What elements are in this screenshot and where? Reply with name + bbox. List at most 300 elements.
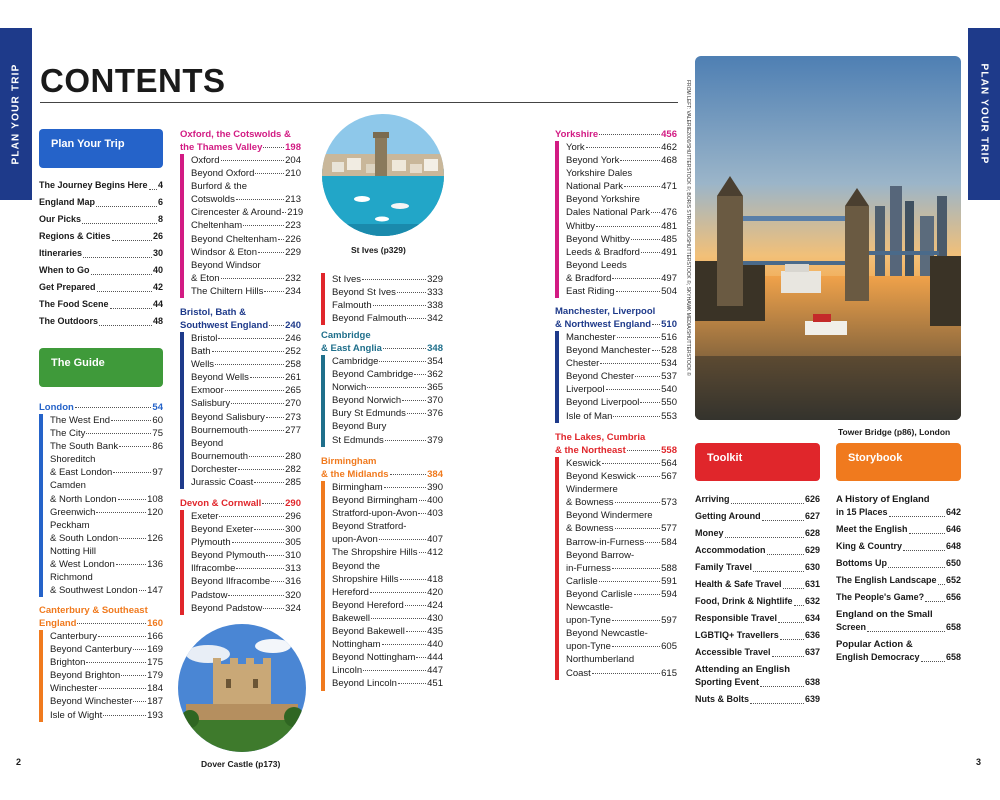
toc-entry[interactable] — [50, 656, 163, 669]
toc-entry[interactable] — [695, 574, 820, 591]
entry-title: Beyond Keswick — [566, 471, 636, 483]
toc-entry[interactable] — [332, 312, 443, 325]
toc-entry[interactable] — [191, 285, 301, 298]
toc-entry[interactable] — [332, 273, 443, 286]
toc-entry[interactable] — [180, 497, 301, 510]
entry-label-line: Shoreditch — [50, 454, 96, 466]
toc-entry[interactable] — [695, 506, 820, 523]
dot-leader — [406, 631, 426, 632]
dot-leader — [236, 568, 284, 569]
entry-title: Manchester — [566, 332, 616, 343]
toc-entry[interactable] — [191, 424, 301, 437]
dot-leader — [634, 594, 661, 595]
entry-page-number: 44 — [152, 298, 163, 309]
dot-leader — [119, 538, 146, 539]
toc-entry[interactable] — [191, 193, 301, 206]
toc-entry[interactable] — [566, 220, 677, 233]
entry-title: Ilfracombe — [191, 563, 236, 575]
dot-leader — [612, 568, 660, 569]
entry-title: Wells — [191, 359, 215, 371]
entry-title: Beyond Ilfracombe — [191, 576, 271, 588]
toc-entry[interactable] — [50, 532, 163, 545]
photo-credit-text: FROM LEFT: VALERIE2000/SHUTTERSTOCK ©; BORIS STROUJKO/SHUTTERSTOCK ©; SKYHAWK MEDIA/SHUTTERSTOCK © — [685, 80, 691, 376]
entry-title: Cambridge — [332, 356, 379, 367]
toc-entry[interactable] — [695, 676, 820, 689]
toc-entry[interactable] — [50, 466, 163, 479]
toc-entry[interactable] — [191, 602, 301, 615]
entry-title: Shropshire Hills — [332, 573, 399, 585]
entry-label-line: Notting Hill — [50, 545, 96, 557]
toc-entry[interactable] — [39, 617, 163, 630]
entry-title: Canterbury — [50, 631, 97, 642]
toc-entry[interactable] — [191, 536, 301, 549]
entry-title: the Thames Valley — [180, 142, 263, 153]
dot-leader — [254, 482, 284, 483]
dot-leader — [99, 688, 147, 689]
dot-leader — [641, 252, 660, 253]
toc-entry[interactable] — [50, 643, 163, 656]
toc-entry[interactable] — [566, 396, 677, 409]
toc-entry[interactable] — [191, 476, 301, 489]
toc-entry[interactable] — [566, 344, 677, 357]
toc-entry[interactable] — [836, 519, 961, 536]
toc-entry[interactable] — [332, 651, 443, 664]
dot-leader — [212, 351, 285, 352]
dot-leader — [384, 487, 426, 488]
toc-entry[interactable] — [332, 612, 443, 625]
entry-page-number: 166 — [147, 631, 163, 642]
entry-title: Arriving — [695, 493, 730, 504]
toc-entry[interactable] — [566, 614, 677, 627]
toc-entry[interactable] — [321, 468, 443, 481]
entry-page-number: 198 — [285, 142, 301, 153]
region-heading[interactable] — [555, 431, 677, 457]
entry-page-number: 400 — [427, 495, 443, 507]
dot-leader — [238, 469, 284, 470]
entry-page-number: 187 — [147, 696, 163, 708]
toc-entry[interactable] — [191, 358, 301, 371]
toc-entry[interactable] — [332, 664, 443, 677]
entry-page-number: 481 — [661, 220, 677, 232]
entry-page-number: 232 — [285, 272, 301, 284]
dot-leader — [232, 542, 285, 543]
entry-title: Beyond Cambridge — [332, 369, 414, 381]
toc-entry[interactable] — [332, 299, 443, 312]
toc-entry[interactable] — [836, 536, 961, 553]
entry-title: Salisbury — [191, 398, 231, 410]
entry-page-number: 605 — [661, 641, 677, 653]
toc-entry[interactable] — [566, 410, 677, 423]
st-ives-section — [321, 273, 443, 325]
dot-leader — [149, 189, 157, 190]
region-heading[interactable] — [39, 401, 163, 414]
toc-entry[interactable] — [332, 481, 443, 494]
toc-entry[interactable] — [180, 319, 301, 332]
entry-label-line: Northumberland — [566, 654, 635, 666]
entry-page-number: 184 — [147, 683, 163, 695]
toc-entry[interactable] — [191, 154, 301, 167]
toc-entry[interactable] — [332, 355, 443, 368]
entry-page-number: 626 — [804, 493, 820, 504]
toc-entry[interactable] — [555, 444, 677, 457]
toc-entry[interactable] — [566, 154, 677, 167]
toc-entry[interactable] — [39, 294, 163, 311]
toc-entry[interactable] — [50, 682, 163, 695]
toc-entry[interactable] — [566, 640, 677, 653]
entry-page-number: 219 — [287, 207, 304, 219]
toc-entry[interactable] — [39, 175, 163, 192]
entry-title: Bottoms Up — [836, 558, 887, 568]
toc-entry[interactable] — [332, 599, 443, 612]
entry-title: upon-Tyne — [566, 615, 611, 627]
entry-page-number: 300 — [285, 524, 301, 536]
dot-leader — [725, 537, 804, 538]
title-divider — [40, 102, 678, 103]
entry-title: Beyond Chester — [566, 371, 635, 383]
entry-page-number: 42 — [152, 281, 163, 292]
toc-entry[interactable] — [566, 470, 677, 483]
toc-entry[interactable] — [566, 588, 677, 601]
region-heading[interactable] — [180, 306, 301, 332]
toc-entry[interactable] — [695, 540, 820, 557]
entry-label-line: A History of England — [836, 494, 930, 505]
toc-entry[interactable] — [50, 558, 163, 571]
region-heading[interactable] — [555, 305, 677, 331]
region-heading[interactable] — [180, 497, 301, 510]
entry-title: & South London — [50, 532, 119, 544]
toc-entry[interactable] — [191, 272, 301, 285]
toc-entry[interactable] — [566, 272, 677, 285]
entry-page-number: 642 — [945, 507, 961, 517]
entry-title: Meet the English — [836, 524, 908, 534]
yorkshire-section — [555, 128, 677, 298]
side-tab-right — [968, 28, 1000, 200]
entry-title: Nuts & Bolts — [695, 694, 749, 704]
entry-title: Accommodation — [695, 544, 766, 555]
page-title: CONTENTS — [40, 62, 226, 99]
entry-page-number: 193 — [147, 709, 163, 721]
dot-leader — [221, 160, 285, 161]
dot-leader — [612, 620, 660, 621]
entry-title: Hereford — [332, 586, 369, 598]
toc-entry[interactable] — [191, 589, 301, 602]
entry-title: & the Northeast — [555, 445, 626, 456]
toc-entry[interactable] — [566, 496, 677, 509]
toc-entry[interactable] — [332, 434, 443, 447]
dot-leader — [762, 520, 804, 521]
entry-title: Bournemouth — [191, 424, 249, 436]
toc-entry[interactable] — [836, 621, 961, 634]
dot-leader — [99, 325, 152, 326]
dot-leader — [402, 400, 426, 401]
entry-label-line: Yorkshire Dales — [566, 168, 633, 180]
toc-entry[interactable] — [191, 397, 301, 410]
toc-entry[interactable] — [191, 246, 301, 259]
toc-entry[interactable] — [50, 630, 163, 643]
entry-title: Responsible Travel — [695, 612, 778, 623]
entry-title: The English Landscape — [836, 575, 937, 585]
dot-leader — [112, 240, 152, 241]
entry-title: in-Furness — [566, 562, 611, 574]
toc-entry[interactable] — [566, 383, 677, 396]
entry-title: Bristol — [191, 333, 218, 344]
entry-page-number: 342 — [427, 313, 443, 325]
dot-leader — [250, 377, 284, 378]
entry-title: The West End — [50, 415, 111, 426]
entry-title: Regions & Cities — [39, 230, 111, 241]
entry-page-number: 497 — [661, 272, 677, 284]
entry-page-number: 553 — [661, 410, 677, 422]
toc-entry[interactable] — [695, 523, 820, 540]
toc-entry[interactable] — [191, 463, 301, 476]
dot-leader — [778, 622, 804, 623]
toc-entry[interactable] — [555, 128, 677, 141]
toc-entry[interactable] — [332, 586, 443, 599]
entry-title: & the Midlands — [321, 469, 389, 480]
entry-title: Falmouth — [332, 300, 372, 312]
toc-entry[interactable] — [191, 523, 301, 536]
dot-leader — [116, 564, 146, 565]
toc-entry[interactable] — [695, 608, 820, 625]
region-heading[interactable] — [39, 604, 163, 630]
entry-page-number: 537 — [661, 371, 677, 383]
toc-entry[interactable] — [50, 709, 163, 722]
toc-entry[interactable] — [39, 401, 163, 414]
toc-entry[interactable] — [191, 206, 304, 219]
entry-page-number: 213 — [285, 194, 301, 206]
toc-entry[interactable] — [191, 411, 301, 424]
toc-entry[interactable] — [50, 584, 163, 597]
entry-label-line: Beyond Stratford- — [332, 521, 407, 533]
toc-entry[interactable] — [332, 507, 443, 520]
entry-title: Food, Drink & Nightlife — [695, 595, 793, 606]
toc-entry[interactable] — [695, 689, 820, 706]
toc-entry[interactable] — [566, 357, 677, 370]
toc-entry[interactable] — [695, 557, 820, 574]
toc-entry[interactable] — [191, 219, 301, 232]
toc-entry[interactable] — [836, 587, 961, 604]
entry-title: Whitby — [566, 220, 596, 232]
entry-page-number: 440 — [427, 639, 443, 651]
toc-entry[interactable] — [566, 536, 677, 549]
entry-page-number: 444 — [427, 652, 443, 664]
dot-leader — [225, 390, 284, 391]
dot-leader — [602, 463, 660, 464]
dot-leader — [75, 407, 152, 408]
toc-entry[interactable] — [695, 591, 820, 608]
dot-leader — [133, 649, 146, 650]
dot-leader — [218, 338, 284, 339]
entry-page-number: 229 — [285, 246, 301, 258]
region-heading[interactable] — [180, 128, 301, 154]
toc-entry[interactable] — [39, 226, 163, 243]
dot-leader — [889, 516, 945, 517]
region-heading[interactable] — [321, 455, 443, 481]
entry-page-number: 60 — [152, 415, 163, 426]
toc-entry[interactable] — [39, 192, 163, 209]
toc-entry[interactable] — [50, 427, 163, 440]
toc-entry[interactable] — [566, 667, 677, 680]
entry-page-number: 333 — [427, 287, 443, 299]
dot-leader — [419, 500, 427, 501]
entry-page-number: 223 — [285, 220, 301, 232]
entry-page-number: 468 — [661, 155, 677, 167]
toc-entry[interactable] — [50, 414, 163, 427]
toc-entry[interactable] — [566, 246, 677, 259]
entry-label-line: Beyond the — [332, 560, 381, 572]
toc-entry[interactable] — [191, 167, 301, 180]
entry-page-number: 485 — [661, 233, 677, 245]
entry-page-number: 656 — [945, 592, 961, 602]
toc-entry[interactable] — [191, 384, 301, 397]
cambridge-section — [321, 329, 443, 447]
toc-entry[interactable] — [332, 368, 443, 381]
dot-leader — [236, 199, 284, 200]
subsection-list — [555, 141, 677, 298]
entry-title: Chester — [566, 358, 600, 370]
toc-entry[interactable] — [39, 209, 163, 226]
toc-entry[interactable] — [695, 489, 820, 506]
toc-entry[interactable] — [566, 141, 677, 154]
toc-entry[interactable] — [566, 233, 677, 246]
toc-entry[interactable] — [566, 562, 677, 575]
toc-entry[interactable] — [836, 553, 961, 570]
toc-entry[interactable] — [566, 457, 677, 470]
side-tab-left — [0, 28, 32, 200]
toc-entry[interactable] — [555, 318, 677, 331]
subsection-list — [555, 331, 677, 423]
entry-page-number: 456 — [661, 129, 677, 140]
toc-entry[interactable] — [566, 370, 677, 383]
toc-entry[interactable] — [695, 642, 820, 659]
entry-title: Health & Safe Travel — [695, 578, 782, 589]
toc-entry[interactable] — [836, 506, 961, 519]
toc-entry[interactable] — [332, 625, 443, 638]
entry-page-number: 285 — [285, 477, 301, 489]
tower-bridge-photo — [695, 56, 961, 420]
toc-entry[interactable] — [50, 669, 163, 682]
entry-label-line: Windermere — [566, 484, 618, 496]
entry-label-line: Peckham — [50, 519, 90, 531]
toc-entry[interactable] — [191, 450, 301, 463]
toc-entry[interactable] — [191, 345, 301, 358]
entry-page-number: 379 — [427, 434, 443, 446]
entry-label-line: Beyond Leeds — [566, 259, 627, 271]
dot-leader — [254, 529, 284, 530]
toc-entry[interactable] — [321, 342, 443, 355]
toc-entry[interactable] — [836, 570, 961, 587]
entry-title: The Chiltern Hills — [191, 285, 264, 297]
entry-page-number: 435 — [427, 626, 443, 638]
toc-entry[interactable] — [566, 331, 677, 344]
toc-entry[interactable] — [332, 546, 443, 559]
entry-title: Padstow — [191, 589, 228, 601]
dot-leader — [407, 413, 426, 414]
entry-page-number: 246 — [285, 333, 301, 344]
region-heading[interactable] — [321, 329, 443, 355]
toc-entry[interactable] — [50, 493, 163, 506]
entry-page-number: 348 — [427, 343, 443, 354]
toc-entry[interactable] — [191, 575, 301, 588]
toc-entry[interactable] — [332, 533, 443, 546]
toc-entry[interactable] — [332, 394, 443, 407]
toc-entry[interactable] — [50, 506, 163, 519]
entry-page-number: 169 — [147, 644, 163, 656]
toc-entry[interactable] — [50, 440, 163, 453]
entry-label-line: Beyond Yorkshire — [566, 194, 640, 206]
toc-entry[interactable] — [566, 285, 677, 298]
toc-entry[interactable] — [191, 332, 301, 345]
toc-entry[interactable] — [191, 371, 301, 384]
toc-entry[interactable] — [332, 381, 443, 394]
entry-page-number: 636 — [804, 629, 820, 640]
toc-entry[interactable] — [332, 286, 443, 299]
toc-entry[interactable] — [39, 243, 163, 260]
dot-leader — [586, 147, 660, 148]
entry-page-number: 638 — [804, 677, 820, 687]
dot-leader — [264, 291, 284, 292]
entry-label-line: Beyond Windsor — [191, 259, 261, 271]
entry-page-number: 615 — [661, 667, 677, 679]
entry-page-number: 588 — [661, 562, 677, 574]
dot-leader — [370, 592, 426, 593]
entry-title: Beyond Hereford — [332, 599, 404, 611]
toc-entry[interactable] — [191, 549, 301, 562]
toc-entry[interactable] — [836, 651, 961, 664]
dot-leader — [753, 571, 804, 572]
entry-title: Brighton — [50, 657, 86, 669]
dot-leader — [119, 446, 151, 447]
toc-entry[interactable] — [39, 311, 163, 328]
entry-title: Beyond St Ives — [332, 287, 396, 299]
entry-title: York — [566, 142, 585, 153]
toc-entry[interactable] — [191, 233, 301, 246]
toc-entry[interactable] — [332, 638, 443, 651]
toc-entry[interactable] — [332, 573, 443, 586]
toc-entry[interactable] — [191, 510, 301, 523]
entry-page-number: 412 — [427, 547, 443, 559]
entry-title: Nottingham — [332, 639, 381, 651]
toc-entry[interactable] — [695, 625, 820, 642]
entry-title: Winchester — [50, 683, 98, 695]
entry-label-line: The Lakes, Cumbria — [555, 432, 646, 443]
toc-entry[interactable] — [191, 562, 301, 575]
toc-entry[interactable] — [39, 260, 163, 277]
toc-entry[interactable] — [332, 494, 443, 507]
dot-leader — [86, 662, 146, 663]
region-heading[interactable] — [555, 128, 677, 141]
toc-entry[interactable] — [332, 407, 443, 420]
entry-title: Carlisle — [566, 575, 598, 587]
entry-title: & East London — [50, 467, 113, 479]
entry-title: Cotswolds — [191, 194, 235, 206]
tower-bridge-caption: Tower Bridge (p86), London — [838, 427, 951, 437]
entry-label-line: Bristol, Bath & — [180, 307, 246, 318]
toc-entry[interactable] — [332, 677, 443, 690]
entry-page-number: 573 — [661, 497, 677, 509]
toc-entry[interactable] — [566, 522, 677, 535]
toc-entry[interactable] — [50, 695, 163, 708]
entry-label-line: Cambridge — [321, 330, 371, 341]
toc-entry[interactable] — [566, 180, 677, 193]
toc-entry[interactable] — [39, 277, 163, 294]
toc-entry[interactable] — [566, 206, 677, 219]
toc-entry[interactable] — [180, 141, 301, 154]
entry-page-number: 403 — [427, 508, 443, 520]
dot-leader — [215, 364, 284, 365]
dot-leader — [925, 601, 945, 602]
toc-entry[interactable] — [566, 575, 677, 588]
